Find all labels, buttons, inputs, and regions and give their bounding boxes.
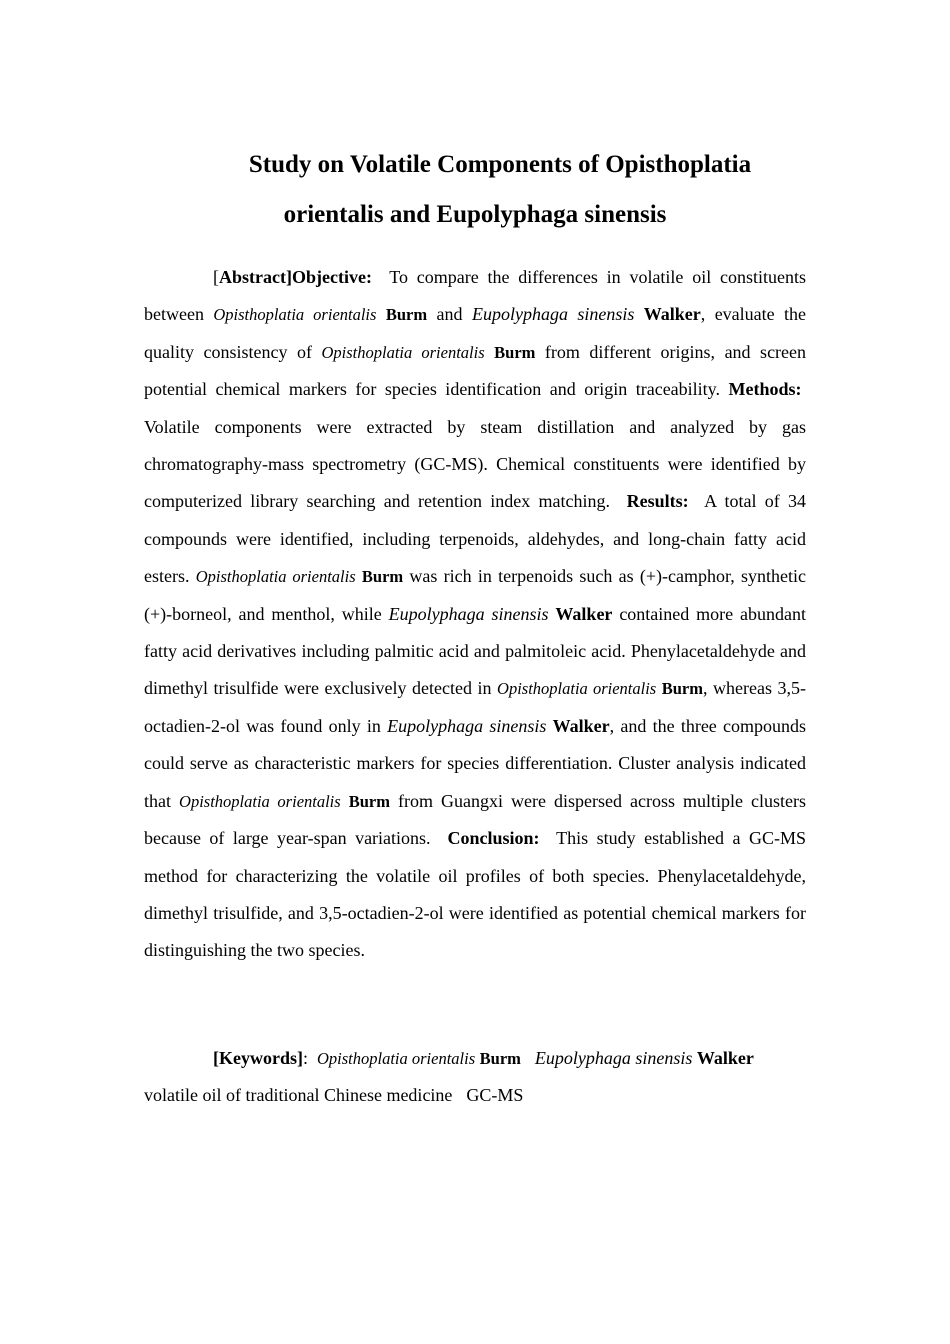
abstract-text: , evaluate the quality consistency of bbox=[144, 304, 807, 362]
conclusion-label: Conclusion: bbox=[447, 828, 540, 849]
species-author: Burm bbox=[494, 342, 536, 362]
methods-label: Methods: bbox=[728, 379, 802, 400]
results-text: , and the three compounds could serve as characteristic markers for species differentiation. Cluster analysis indicated that bbox=[144, 715, 807, 811]
results-text: , whereas 3,5-octadien-2-ol was found only in bbox=[144, 678, 807, 736]
results-label: Results: bbox=[626, 491, 689, 512]
paper-title-line-2: orientalis and Eupolyphaga sinensis bbox=[283, 201, 667, 228]
results-text: was rich in terpenoids such as (+)-camphor, synthetic (+)-borneol, and menthol, while bbox=[144, 566, 807, 624]
species-name: Opisthoplatia orientalis bbox=[321, 342, 485, 362]
abstract-text: from different origins, and screen potential chemical markers for species identification and origin traceability. bbox=[144, 341, 807, 400]
paper-title-line-1: Study on Volatile Components of Opisthoplatia bbox=[248, 151, 752, 178]
abstract-text: and bbox=[436, 304, 463, 325]
keywords-colon: : bbox=[302, 1048, 308, 1068]
abstract-objective-text: To compare the differences in volatile oil constituents between bbox=[144, 267, 806, 325]
abstract-label: Abstract]Objective: bbox=[219, 267, 372, 287]
keyword-item: GC-MS bbox=[466, 1085, 524, 1106]
species-name: Opisthoplatia orientalis bbox=[497, 679, 657, 699]
keywords-paragraph bbox=[144, 1040, 806, 1115]
keywords-label: [Keywords] bbox=[213, 1048, 303, 1068]
conclusion-text: This study established a GC-MS method for characterizing the volatile oil profiles of both species. Phenylacetaldehyde, dimethyl trisulfide, and 3,5-octadien-2-ol were identified as potential chemical markers for distinguishing the two species. bbox=[144, 828, 806, 961]
results-text: A total of 34 compounds were identified, including terpenoids, aldehydes, and long-chain fatty acid esters. bbox=[144, 491, 807, 587]
results-text: from Guangxi were dispersed across multiple clusters because of large year-span variations. bbox=[144, 790, 807, 849]
species-name: Eupolyphaga sinensis bbox=[388, 603, 549, 624]
keyword-species: Opisthoplatia orientalis bbox=[317, 1049, 476, 1068]
species-author: Burm bbox=[348, 791, 390, 811]
species-name: Opisthoplatia orientalis bbox=[195, 567, 356, 587]
abstract-bracket: [ bbox=[213, 267, 219, 287]
species-name: Opisthoplatia orientalis bbox=[213, 305, 377, 325]
species-author: Walker bbox=[555, 603, 613, 624]
keyword-author: Walker bbox=[696, 1048, 754, 1068]
keyword-item: volatile oil of traditional Chinese medicine bbox=[144, 1085, 453, 1106]
species-author: Burm bbox=[361, 567, 404, 587]
abstract-paragraph bbox=[144, 259, 806, 970]
species-author: Burm bbox=[661, 679, 703, 699]
keyword-author: Burm bbox=[479, 1049, 521, 1068]
keyword-species: Eupolyphaga sinensis bbox=[534, 1048, 693, 1068]
methods-text: Volatile components were extracted by steam distillation and analyzed by gas chromatography-mass spectrometry (GC-MS). Chemical constituents were identified by computerized library searching and retention index matching. bbox=[144, 416, 806, 512]
species-name: Eupolyphaga sinensis bbox=[387, 715, 547, 736]
species-author: Walker bbox=[552, 715, 610, 736]
species-author: Burm bbox=[385, 305, 428, 325]
species-author: Walker bbox=[643, 304, 701, 325]
species-name: Opisthoplatia orientalis bbox=[179, 791, 341, 811]
species-name: Eupolyphaga sinensis bbox=[471, 304, 635, 325]
results-text: contained more abundant fatty acid derivatives including palmitic acid and palmitoleic acid. Phenylacetaldehyde and dimethyl trisulfide were exclusively detected in bbox=[144, 603, 807, 699]
